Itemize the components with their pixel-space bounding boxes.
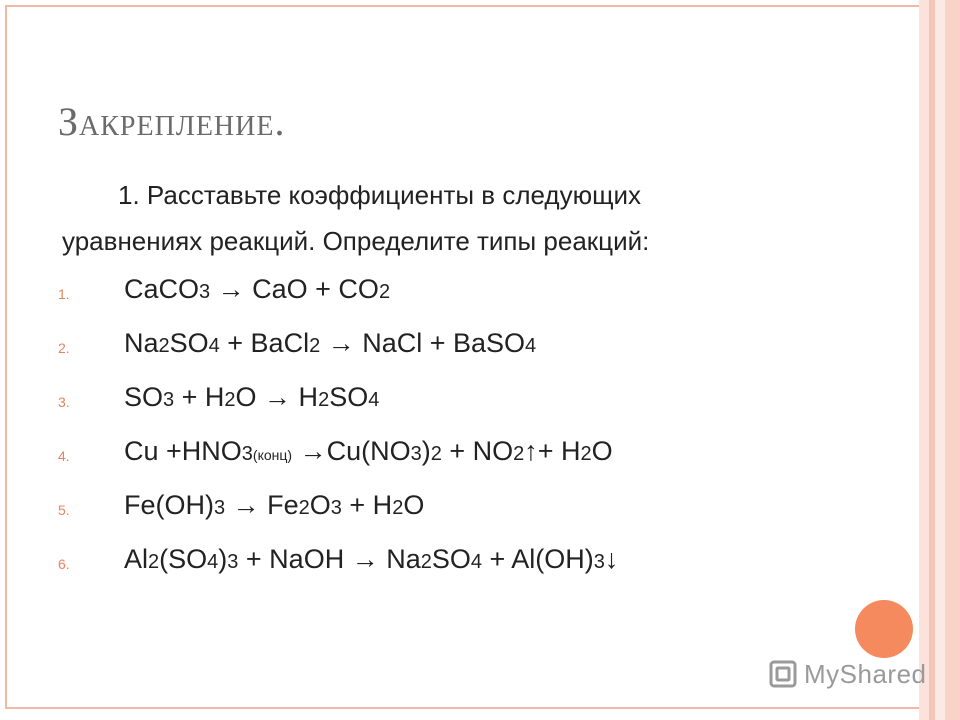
formula-part: (SO (159, 544, 208, 574)
equation-text (124, 274, 390, 305)
formula-part: O (403, 490, 425, 520)
formula-part: SO (329, 382, 369, 412)
formula-part: ) (421, 436, 431, 466)
formula-part: O → H (235, 382, 319, 412)
formula-part: ↓ (604, 544, 619, 574)
formula-index: 4 (525, 335, 537, 357)
equation-text (124, 328, 536, 359)
formula-index: 2 (158, 335, 170, 357)
formula-part: CaCO (124, 274, 200, 304)
formula-index: 2 (580, 443, 592, 465)
formula-part: Fe(OH) (124, 490, 214, 520)
equation-number: 6. (58, 556, 70, 572)
formula-part: + NO (441, 436, 514, 466)
formula-index: 4 (207, 551, 219, 573)
equation-number: 4. (58, 448, 70, 464)
equation-number: 1. (58, 286, 70, 302)
task-text (62, 172, 822, 264)
formula-part: → NaCl + BaSO (320, 328, 526, 358)
formula-index: 3 (227, 551, 239, 573)
decorative-stripe (919, 0, 929, 720)
formula-part: ↑+ H (524, 436, 581, 466)
equation-number: 3. (58, 394, 70, 410)
formula-part: + BaCl (219, 328, 310, 358)
watermark-text: MyShared (804, 658, 927, 689)
equation-item (0, 376, 900, 430)
formula-index: 3 (330, 497, 342, 519)
formula-index: 2 (420, 551, 432, 573)
formula-part: SO (431, 544, 471, 574)
decorative-circle (855, 600, 913, 658)
formula-part: + H (341, 490, 393, 520)
equation-item (0, 538, 900, 592)
equation-text (124, 436, 613, 467)
formula-part: + H (174, 382, 225, 412)
equation-item (0, 430, 900, 484)
formula-index: 2 (513, 443, 525, 465)
equation-item (0, 322, 900, 376)
formula-part: Al (124, 544, 149, 574)
formula-condition: (конц) (252, 447, 293, 463)
formula-index: 2 (392, 497, 404, 519)
formula-part: + Al(OH) (481, 544, 594, 574)
formula-index: 3 (163, 389, 175, 411)
formula-index: 2 (430, 443, 442, 465)
equation-text (124, 544, 618, 575)
formula-index: 3 (199, 281, 211, 303)
formula-index: 2 (309, 335, 321, 357)
formula-index: 2 (318, 389, 330, 411)
formula-part: → CaO + CO (210, 274, 379, 304)
formula-part: SO (124, 382, 164, 412)
formula-part: ) (218, 544, 228, 574)
equation-text (124, 490, 424, 521)
formula-part: + NaOH → Na (238, 544, 421, 574)
formula-part: →Cu(NO (292, 436, 411, 466)
equation-number: 5. (58, 502, 70, 518)
formula-part: O (591, 436, 613, 466)
slide-title: Закрепление. (58, 99, 286, 144)
formula-index: 3 (241, 443, 253, 465)
formula-index: 4 (470, 551, 482, 573)
formula-part: O (309, 490, 331, 520)
formula-part: Na (124, 328, 159, 358)
formula-index: 2 (298, 497, 310, 519)
equation-text (124, 382, 379, 413)
formula-index: 3 (214, 497, 226, 519)
formula-index: 3 (593, 551, 605, 573)
formula-index: 4 (208, 335, 220, 357)
formula-part: → Fe (225, 490, 299, 520)
formula-index: 2 (224, 389, 236, 411)
formula-part: SO (169, 328, 209, 358)
formula-index: 3 (410, 443, 422, 465)
equation-number: 2. (58, 340, 70, 356)
equation-list (0, 268, 900, 592)
formula-index: 2 (378, 281, 391, 303)
formula-index: 2 (148, 551, 160, 573)
decorative-stripe (935, 0, 945, 720)
formula-index: 4 (368, 389, 380, 411)
equation-item (0, 484, 900, 538)
decorative-stripe (945, 0, 960, 720)
task-line-1: 1. Расставьте коэффициенты в следующих (118, 180, 641, 210)
formula-part: Cu +HNO (124, 436, 242, 466)
task-line-2: уравнениях реакций. Определите типы реакций: (62, 226, 650, 256)
myshared-watermark (768, 659, 927, 689)
equation-item (0, 268, 900, 322)
myshared-logo-icon (768, 659, 798, 689)
